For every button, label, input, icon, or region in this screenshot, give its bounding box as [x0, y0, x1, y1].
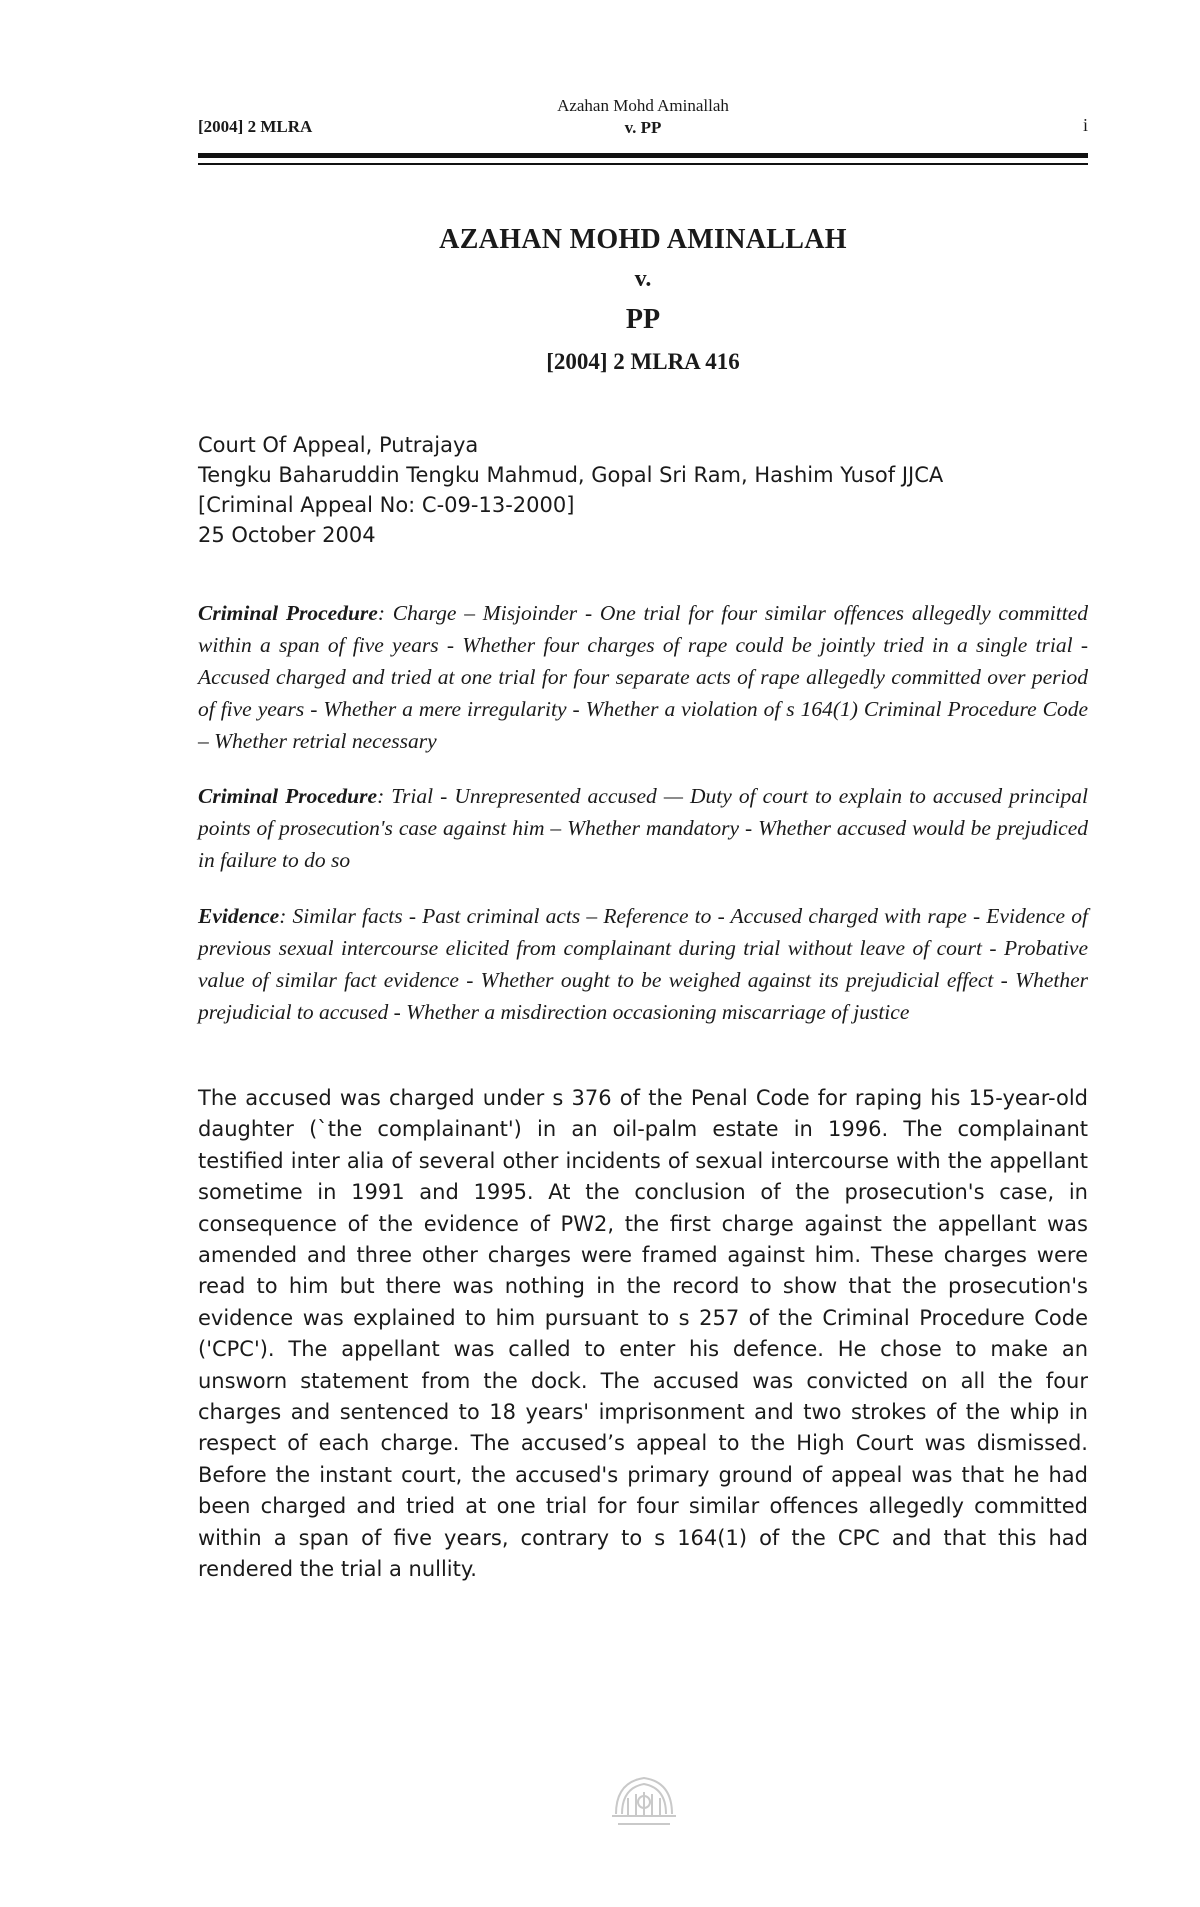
catchword-text: : Charge – Misjoinder - One trial for four similar offences allegedly committed within a span of five years - Whether four charges of rape could be jointly tried in a single trial - Accused charged and tried at one trial for four separate acts of rape allegedly committed over period of five years - Whether a mere irregularity - Whether a violation of s 164(1) Criminal Procedure Code – Whether retrial necessary — [198, 601, 1088, 753]
party-appellant: AZAHAN MOHD AMINALLAH — [439, 224, 847, 255]
appeal-number: [Criminal Appeal No: C-09-13-2000] — [198, 493, 575, 517]
catchword-text: : Trial - Unrepresented accused — Duty of court to explain to accused principal points of prosecution's case against him – Whether mandatory - Whether accused would be prejudiced in failure to do so — [198, 784, 1088, 872]
catchword-heading: Evidence — [198, 904, 280, 928]
court-seal-icon — [602, 1768, 686, 1838]
page-number: i — [1082, 115, 1088, 135]
header-case-name — [198, 95, 1088, 139]
header-citation: [2004] 2 MLRA — [198, 117, 313, 136]
header-rule-thin — [198, 163, 1088, 165]
court-name: Court Of Appeal, Putrajaya — [198, 433, 479, 457]
catchword-paragraph — [198, 780, 1088, 876]
party-respondent: PP — [625, 304, 661, 335]
catchword-paragraph — [198, 597, 1088, 757]
case-summary-paragraph: The accused was charged under s 376 of the Penal Code for raping his 15-year-old daughter (`the complainant') in an oil-palm estate in 1996. The complainant testified inter alia of several other incidents of sexual intercourse with the appellant sometime in 1991 and 1995. At the conclusion of the prosecution's case, in consequence of the evidence of PW2, the first charge against the appellant was amended and three other charges were framed against him. These charges were read to him but there was nothing in the record to show that the prosecution's evidence was explained to him pursuant to s 257 of the Criminal Procedure Code ('CPC'). The appellant was called to enter his defence. He chose to make an unsworn statement from the dock. The accused was convicted on all the four charges and sentenced to 18 years' imprisonment and two strokes of the whip in respect of each charge. The accused’s appeal to the High Court was dismissed. Before the instant court, the accused's primary ground of appeal was that he had been charged and tried at one trial for four similar offences allegedly committed within a span of five years, contrary to s 164(1) of the CPC and that this had rendered the trial a nullity. — [198, 1086, 1088, 1582]
catchword-paragraph — [198, 900, 1088, 1028]
header-rule-thick — [198, 153, 1088, 158]
judges-list: Tengku Baharuddin Tengku Mahmud, Gopal Sri Ram, Hashim Yusof JJCA — [198, 463, 944, 487]
case-title-block — [198, 222, 1088, 384]
case-metadata — [198, 430, 1088, 550]
running-header — [198, 95, 1088, 155]
catchword-heading: Criminal Procedure — [198, 784, 378, 808]
versus-label: v. — [634, 266, 652, 292]
case-citation: [2004] 2 MLRA 416 — [546, 349, 740, 374]
header-case-line2: v. PP — [624, 118, 662, 137]
catchword-text: : Similar facts - Past criminal acts – Reference to - Accused charged with rape - Evidence of previous sexual intercourse elicited from complainant during trial without leave of court - Probative value of similar fact evidence - Whether ought to be weighed against its prejudicial effect - Whether prejudicial to accused - Whether a misdirection occasioning miscarriage of justice — [198, 904, 1088, 1024]
judgment-date: 25 October 2004 — [198, 523, 376, 547]
catchword-heading: Criminal Procedure — [198, 601, 378, 625]
header-case-line1: Azahan Mohd Aminallah — [557, 96, 729, 115]
